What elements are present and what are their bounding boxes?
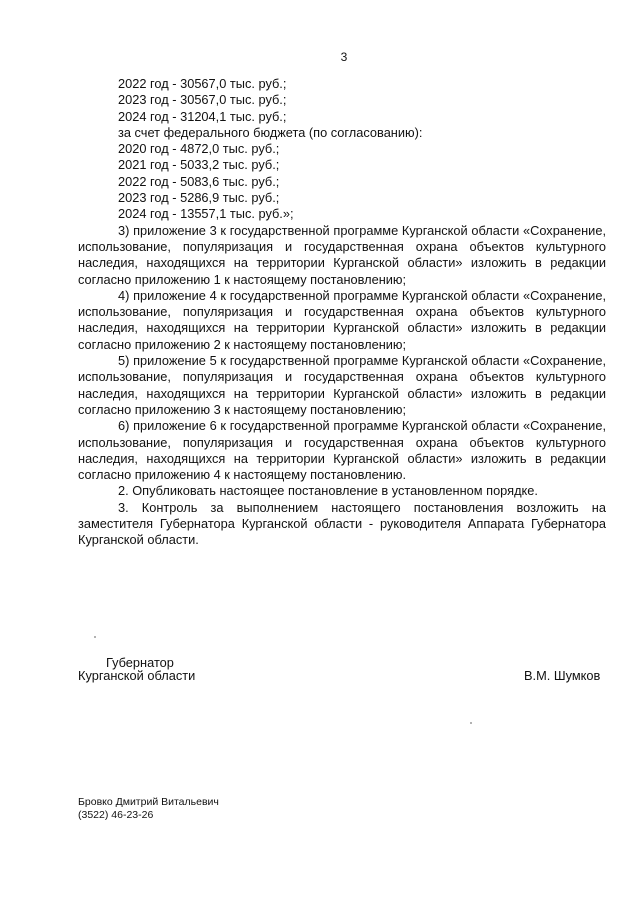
paragraph-appendix-3: 3) приложение 3 к государственной программе Курганской области «Сохранение, использование, популяризация и государственная охрана объектов культурного наследия, находящихся на территории Курганской области» изложить в редакции согласно приложению 1 к настоящему постановлению; bbox=[78, 222, 606, 287]
amount-line: 2024 год - 13557,1 тыс. руб.»; bbox=[118, 206, 294, 222]
amount-line: 2024 год - 31204,1 тыс. руб.; bbox=[118, 108, 287, 124]
amount-line: 2020 год - 4872,0 тыс. руб.; bbox=[118, 141, 280, 157]
executor-info bbox=[78, 796, 219, 822]
amount-line: 2023 год - 5286,9 тыс. руб.; bbox=[118, 190, 280, 206]
signature-title-line-1: Губернатор bbox=[106, 655, 174, 670]
amount-line: 2022 год - 5083,6 тыс. руб.; bbox=[118, 173, 280, 189]
page-number: 3 bbox=[340, 50, 348, 64]
paragraph-publish: 2. Опубликовать настоящее постановление в установленном порядке. bbox=[118, 483, 538, 499]
regional-budget-amounts bbox=[78, 76, 606, 125]
document-body bbox=[78, 76, 606, 549]
federal-budget-heading: за счет федерального бюджета (по согласованию): bbox=[118, 124, 423, 140]
amount-line: 2021 год - 5033,2 тыс. руб.; bbox=[118, 157, 280, 173]
federal-budget-amounts bbox=[78, 141, 606, 222]
executor-name: Бровко Дмитрий Витальевич bbox=[78, 796, 219, 808]
signature-name: В.М. Шумков bbox=[524, 668, 601, 683]
scan-speck bbox=[470, 722, 472, 724]
paragraph-control: 3. Контроль за выполнением настоящего постановления возложить на заместителя Губернатора Курганской области - руководителя Аппарата Губернатора Курганской области. bbox=[78, 499, 606, 548]
executor-phone: (3522) 46-23-26 bbox=[78, 809, 154, 821]
amount-line: 2023 год - 30567,0 тыс. руб.; bbox=[118, 92, 287, 108]
signature-title-line-2: Курганской области bbox=[78, 668, 196, 683]
amount-line: 2022 год - 30567,0 тыс. руб.; bbox=[118, 76, 287, 91]
paragraph-appendix-6: 6) приложение 6 к государственной программе Курганской области «Сохранение, использование, популяризация и государственная охрана объектов культурного наследия, находящихся на территории Курганской области» изложить в редакции согласно приложению 4 к настоящему постановлению. bbox=[78, 418, 606, 483]
paragraph-appendix-4: 4) приложение 4 к государственной программе Курганской области «Сохранение, использование, популяризация и государственная охрана объектов культурного наследия, находящихся на территории Курганской области» изложить в редакции согласно приложению 2 к настоящему постановлению; bbox=[78, 287, 606, 352]
paragraph-appendix-5: 5) приложение 5 к государственной программе Курганской области «Сохранение, использование, популяризация и государственная охрана объектов культурного наследия, находящихся на территории Курганской области» изложить в редакции согласно приложению 3 к настоящему постановлению; bbox=[78, 353, 606, 417]
scan-speck bbox=[94, 636, 96, 638]
